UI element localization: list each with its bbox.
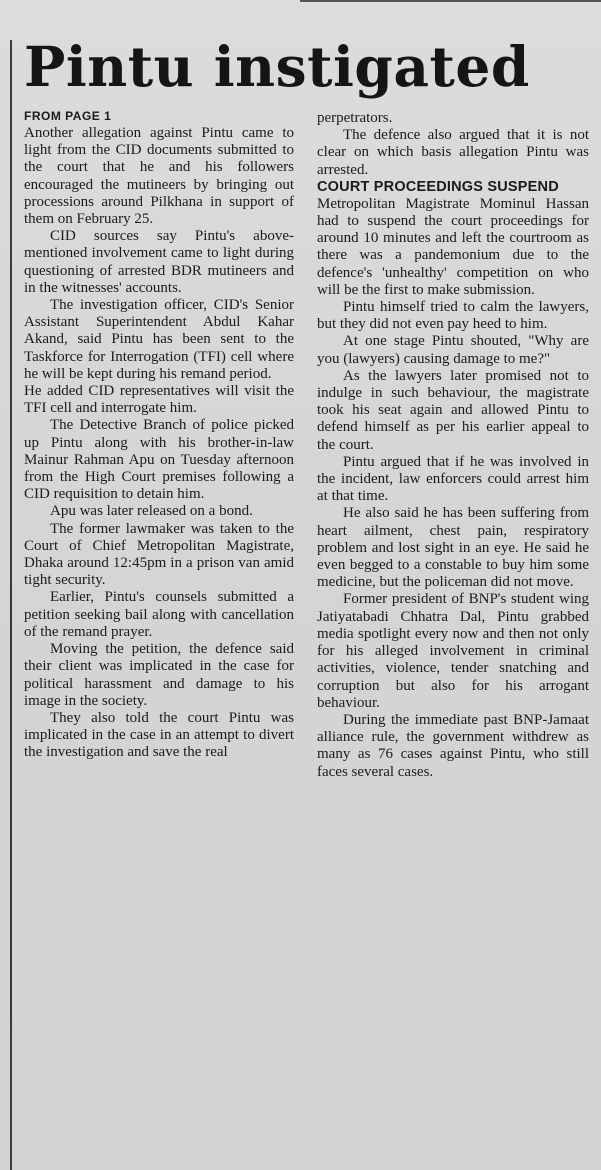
right-column [317,110,589,1170]
paragraph: Earlier, Pintu's counsels submitted a petition seeking bail along with cancellation of the remand prayer. [24,589,294,640]
paragraph: The investigation officer, CID's Senior Assistant Superintendent Abdul Kahar Akand, said Pintu has been sent to the Taskforce for Interrogation (TFI) cell where he will be kept during his remand period. [24,297,294,382]
headline: Pintu instigated [24,34,530,99]
paragraph: At one stage Pintu shouted, "Why are you (lawyers) causing damage to me?" [317,333,589,367]
paragraph: Metropolitan Magistrate Mominul Hassan had to suspend the court proceedings for around 10 minutes and left the courtroom as there was a pandemonium due to the defence's 'unhealthy' competition on who will be the first to make submission. [317,195,589,298]
paragraph: They also told the court Pintu was implicated in the case in an attempt to divert the investigation and save the real [24,709,294,761]
paragraph: Former president of BNP's student wing Jatiyatabadi Chhatra Dal, Pintu grabbed media spotlight every now and then not only for his alleged involvement in criminal activities, violence, tender snatching and corruption but also for his arrogant behaviour. [317,591,589,711]
paragraph: As the lawyers later promised not to indulge in such behaviour, the magistrate took his seat again and allowed Pintu to defend himself as per his earlier appeal to the court. [317,367,589,453]
paragraph: He added CID representatives will visit the TFI cell and interrogate him. [24,383,294,417]
paragraph: perpetrators. [317,110,393,126]
paragraph: The Detective Branch of police picked up Pintu along with his brother-in-law Mainur Rahman Apu on Tuesday afternoon from the High Court premises following a CID requisition to detain him. [24,417,294,503]
paragraph: He also said he has been suffering from heart ailment, chest pain, respiratory problem and lost sight in an eye. He said he even begged to a constable to buy him some medicine, but the policeman did not move. [317,505,589,591]
left-border-rule [10,40,12,1170]
top-border-rule [300,0,601,2]
paragraph: Moving the petition, the defence said their client was implicated in the case for political harassment and damage to his image in the society. [24,641,294,709]
paragraph: Pintu himself tried to calm the lawyers, but they did not even pay heed to him. [317,299,589,333]
paragraph: Another allegation against Pintu came to light from the CID documents submitted to the court that he and his followers encouraged the mutineers by bringing out processions around Pilkhana in support of them on February 25. [24,125,294,228]
dateline: FROM PAGE 1 [24,109,112,123]
paragraph: The defence also argued that it is not clear on which basis allegation Pintu was arrested. [317,127,589,178]
left-column [24,108,294,1168]
paragraph: Pintu argued that if he was involved in the incident, law enforcers could arrest him at that time. [317,453,589,505]
paragraph: The former lawmaker was taken to the Court of Chief Metropolitan Magistrate, Dhaka around 12:45pm in a prison van amid tight security. [24,520,294,589]
paragraph: CID sources say Pintu's above-mentioned involvement came to light during questioning of arrested BDR mutineers and in the witnesses' accounts. [24,228,294,296]
subheading: COURT PROCEEDINGS SUSPEND [317,178,559,195]
paragraph: Apu was later released on a bond. [50,503,253,520]
paragraph: During the immediate past BNP-Jamaat alliance rule, the government withdrew as many as 76 cases against Pintu, who still faces several cases. [317,711,589,780]
